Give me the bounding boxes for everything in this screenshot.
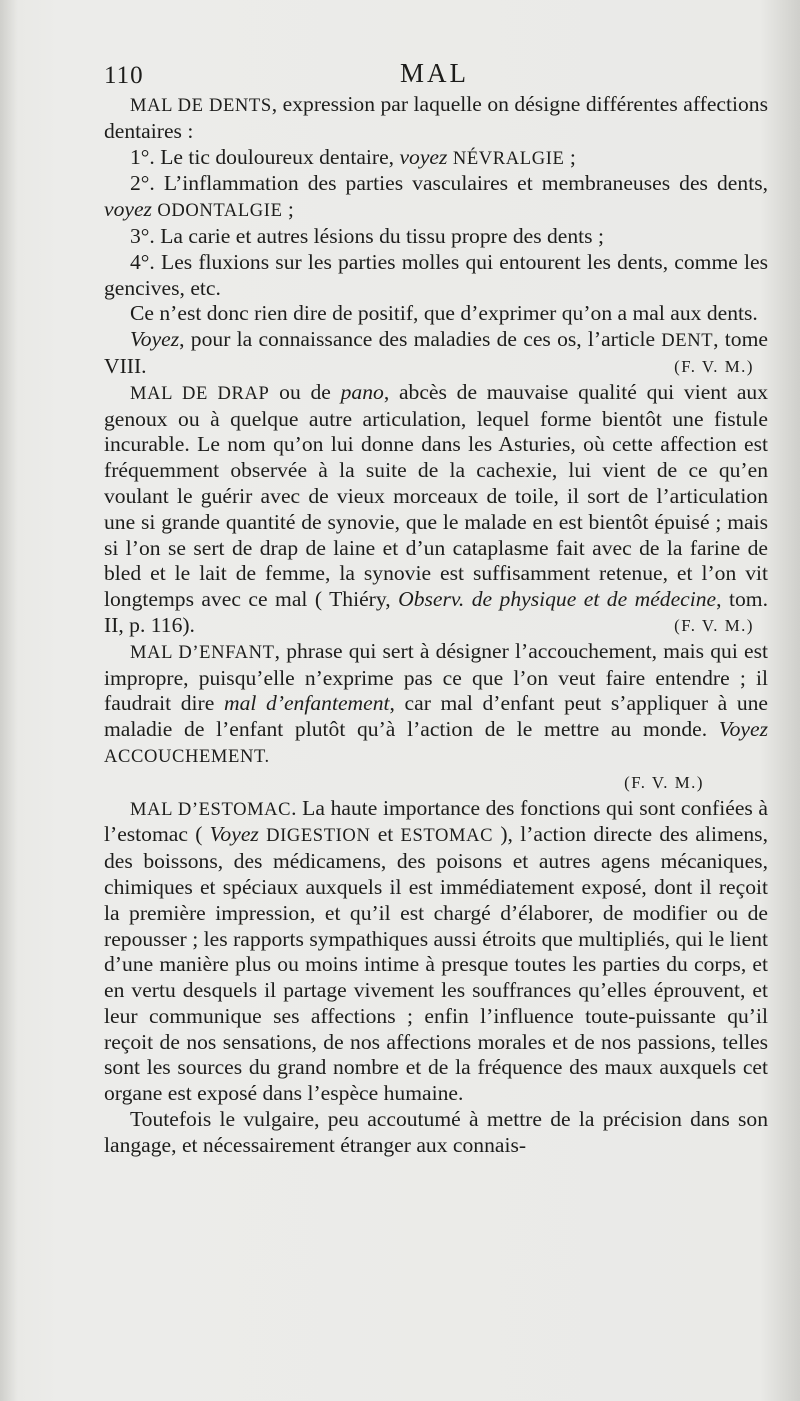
author-signature: (F. V. M.) [624,772,704,792]
entry-mal-de-dents [104,92,768,145]
entry-text: ou de [269,379,341,404]
entry-text: , phrase qui sert à désigner l’accouchement, mais qui est impropre, puisqu’elle n’exprime pas ce que l’on veut faire entendre ; il faudrait dire [104,638,769,716]
cross-reference: DENT [661,330,714,352]
see-also-label: Voyez [130,327,180,352]
entry-mal-d-estomac [104,796,768,1108]
entry-term: MAL D’ESTOMAC [130,798,292,820]
list-item [104,145,768,172]
cross-reference: ESTOMAC [400,825,494,847]
entry-text: . La haute importance des fonctions qui sont confiées à l’estomac ( [104,795,768,847]
punctuation: ; [282,197,294,222]
author-signature: (F. V. M.) [674,615,754,635]
cross-reference: ACCOUCHEMENT. [104,745,270,767]
see-also-label: Voyez [209,822,259,847]
entry-mal-de-drap [104,380,768,639]
entry-text: et [370,822,401,847]
list-item-text: 2°. L’inflammation des parties vasculaires et membraneuses des dents, [130,171,768,196]
paragraph-text: , tome VIII. [104,327,768,378]
page-header [104,58,768,92]
entry-text: , abcès de mauvaise qualité qui vient aux genoux ou à quelque autre articulation, lequel forme bientôt une fistule incurable. Le nom qu’on lui donne dans les Asturies, où cette affection est fréquemment observée à la suite de la cachexie, lui vient de ce qu’en voulant le guérir avec de vieux morceaux de toile, il sort de l’articulation une si grande quantité de synovie, que le malade en est bientôt épuisé ; mais si l’on se sert de drap de laine et d’un cataplasme fait avec de la farine de bled et le lait de femme, la synovie est suffisamment retenue, et l’on vit longtemps avec ce mal ( Thiéry, [104,379,769,612]
entry-text: , tom. II, p. 116). [104,587,768,637]
paragraph: Ce n’est donc rien dire de positif, que d’exprimer qu’on a mal aux dents. [130,301,758,326]
page-text [104,92,768,1159]
list-item-text: 1°. Le tic douloureux dentaire, [130,144,400,169]
entry-term: MAL DE DENTS [130,95,272,116]
source-title: Observ. de physique et de médecine [398,587,717,612]
list-item [104,171,768,224]
entry-text: ), l’action directe des alimens, des boissons, des médicamens, des poisons et autres agens mécaniques, chimiques et spéciaux auxquels il est immédiatement exposé, dont il reçoit la première impression, et qu’il est chargé d’élaborer, de modifier ou de repousser ; les rapports sympathiques aussi étroits que multipliés, qui le lient d’une manière plus ou moins intime à presque toutes les parties du corps, et en vertu desquels il partage vivement les souffrances qu’elles éprouvent, et leur communique ses affections ; enfin l’influence toute-puissante qu’il reçoit de nos sensations, de nos affections morales et de nos passions, telles sont les sources du grand nombre et de la fréquence des maux auxquels cet organe est exposé dans l’espèce humaine. [104,822,768,1106]
cross-reference: ODONTALGIE [157,200,283,222]
page-number: 110 [104,62,144,89]
entry-mal-d-enfant [104,639,768,770]
paragraph: Toutefois le vulgaire, peu accoutumé à mettre de la précision dans son langage, et nécessairement étranger aux connais- [104,1107,768,1157]
running-head: MAL [400,58,469,88]
entry-term: MAL D’ENFANT [130,641,275,663]
see-also-label: voyez [399,144,448,169]
author-signature: (F. V. M.) [674,356,754,376]
see-also-label: Voyez [718,717,768,742]
italic-term: mal d’enfantement [223,691,390,716]
paragraph-text: , pour la connaissance des maladies de ces os, l’article [179,327,662,352]
cross-reference: DIGESTION [266,825,371,847]
entry-term: MAL DE DRAP [130,382,270,404]
cross-reference: NÉVRALGIE [452,147,565,169]
paragraph [104,327,768,380]
see-also-label: voyez [104,197,152,222]
list-item: 3°. La carie et autres lésions du tissu propre des dents ; [130,223,604,248]
entry-text: , expression par laquelle on désigne différentes affections dentaires : [104,92,768,143]
list-item: 4°. Les fluxions sur les parties molles qui entourent les dents, comme les gencives, etc. [104,249,768,300]
punctuation: ; [564,144,576,169]
entry-text: , car mal d’enfant peut s’appliquer à une maladie de l’enfant plutôt qu’à l’action de le mettre au monde. [104,691,769,742]
italic-term: pano [340,379,384,404]
